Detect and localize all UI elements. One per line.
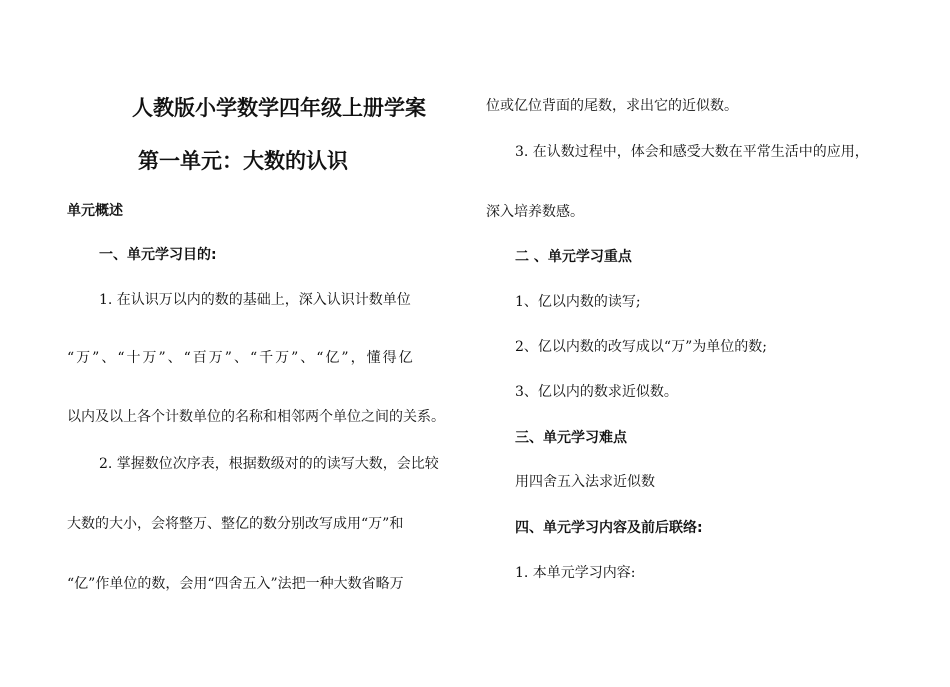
- goal3-line2: 深入培养数感。: [486, 204, 584, 220]
- key-point-1: 1、亿以内数的读写;: [515, 294, 641, 310]
- key-point-3: 3、亿以内的数求近似数。: [515, 384, 678, 400]
- section4-heading: 四、单元学习内容及前后联络:: [515, 520, 703, 536]
- goal3-line1: 3. 在认数过程中，体会和感受大数在平常生活中的应用，: [515, 144, 869, 160]
- goal2-line4: 位或亿位背面的尾数，求出它的近似数。: [486, 98, 738, 114]
- content-1: 1. 本单元学习内容:: [515, 565, 636, 581]
- goal1-line3: 以内及以上各个计数单位的名称和相邻两个单位之间的关系。: [67, 409, 445, 425]
- goal2-line2: 大数的大小，会将整万、整亿的数分别改写成用“万”和: [67, 516, 404, 532]
- section1-heading: 一、单元学习目的:: [99, 247, 217, 263]
- goal2-line1: 2. 掌握数位次序表，根据数级对的的读写大数，会比较: [99, 456, 439, 472]
- section2-heading: 二 、单元学习重点: [515, 249, 632, 265]
- difficulty-1: 用四舍五入法求近似数: [515, 474, 655, 490]
- goal1-line2: “万”、“十万”、“百万”、“千万”、“亿”，懂得亿: [67, 350, 415, 366]
- overview-heading: 单元概述: [67, 203, 123, 219]
- key-point-2: 2、亿以内数的改写成以“万”为单位的数;: [515, 339, 767, 355]
- document-title: 人教版小学数学四年级上册学案: [132, 96, 426, 120]
- section3-heading: 三、单元学习难点: [515, 430, 627, 446]
- goal2-line3: “亿”作单位的数，会用“四舍五入”法把一种大数省略万: [67, 576, 404, 592]
- goal1-line1: 1. 在认识万以内的数的基础上，深入认识计数单位: [99, 292, 411, 308]
- unit-title: 第一单元：大数的认识: [138, 149, 348, 173]
